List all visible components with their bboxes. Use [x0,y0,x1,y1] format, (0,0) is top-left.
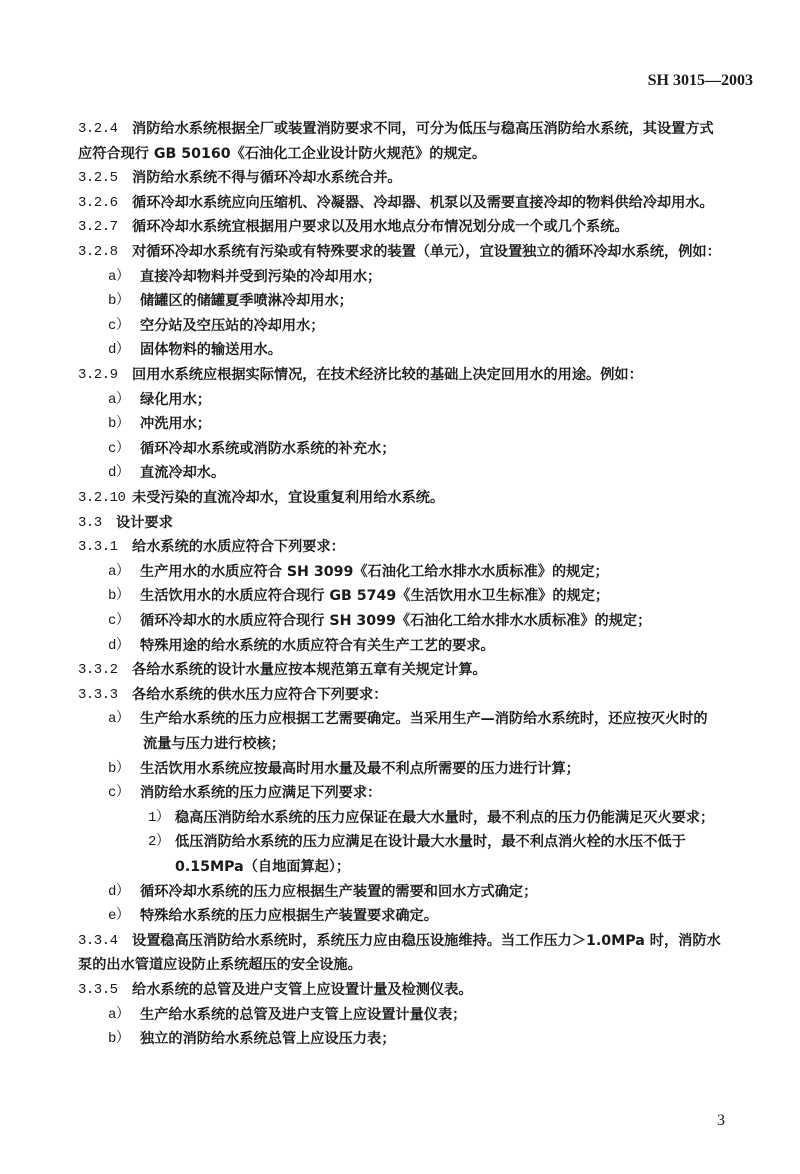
clause-paragraph [0,143,800,165]
clause-text: 循环冷却水的水质应符合现行 SH 3099《石油化工给水排水水质标准》的规定； [140,613,652,629]
clause-number: c） [108,613,130,629]
clause-text: 绿化用水； [140,391,211,408]
clause-number: b） [108,293,130,310]
clause-number: 3.3.2 [78,662,118,679]
clause-text: 给水系统的总管及进户支管上应设置计量及检测仪表。 [132,982,473,998]
clause-text: 消防给水系统的压力应满足下列要求： [140,785,382,802]
list-item [0,266,800,288]
clause-text: 给水系统的水质应符合下列要求： [132,539,345,556]
sub-list-item [0,831,800,853]
clause-number: 3.2.8 [78,244,118,260]
clause-number: a） [108,563,130,580]
clause-text: 应符合现行 GB 50160《石油化工企业设计防火规范》的规定。 [78,145,487,162]
clause-text: 直流冷却水。 [140,465,226,482]
clause-paragraph [0,118,800,140]
clause-number: c） [108,440,130,457]
clause-text: 回用水系统应根据实际情况，在技术经济比较的基础上决定回用水的用途。例如： [132,367,643,383]
clause-number: 3.3.5 [78,982,118,998]
clause-text: 循环冷却水系统的压力应根据生产装置的需要和回水方式确定； [140,883,538,900]
clause-number: 1） [148,809,170,826]
list-item [0,782,800,804]
list-item [0,733,800,755]
clause-paragraph [0,167,800,189]
clause-text: 特殊给水系统的压力应根据生产装置要求确定。 [140,908,438,925]
list-item [0,881,800,903]
clause-text: 消防给水系统不得与循环冷却水系统合并。 [132,170,402,187]
clause-text: 特殊用途的给水系统的水质应符合有关生产工艺的要求。 [140,637,495,654]
clause-number: d） [108,637,130,654]
clause-text: 循环冷却水系统或消防水系统的补充水； [140,440,396,457]
list-item [0,1028,800,1050]
list-item [0,561,800,583]
clause-paragraph [0,241,800,263]
clause-paragraph [0,930,800,952]
list-item [0,905,800,927]
list-item [0,413,800,435]
clause-text: 生活饮用水系统应按最高时用水量及最不利点所需要的压力进行计算； [140,760,580,777]
clause-number: d） [108,465,130,482]
clause-number: 3.3.4 [78,932,118,949]
clause-text: 各给水系统的设计水量应按本规范第五章有关规定计算。 [132,662,487,679]
clause-text: 生活饮用水的水质应符合现行 GB 5749《生活饮用水卫生标准》的规定； [140,588,610,605]
clause-text: 冲洗用水； [140,416,211,433]
clause-number: a） [108,268,130,285]
clause-paragraph [0,192,800,214]
clause-number: d） [108,883,130,900]
clause-number: 3.2.6 [78,194,118,211]
list-item [0,585,800,607]
clause-text: 0.15MPa（自地面算起）； [175,859,351,875]
clause-paragraph [0,856,800,878]
clause-text: 固体物料的输送用水。 [140,342,282,359]
clause-text: 储罐区的储罐夏季喷淋冷却用水； [140,293,353,310]
clause-number: 3.2.4 [78,121,118,137]
standard-code-header: SH 3015—2003 [647,72,753,89]
clause-text: 生产给水系统的压力应根据工艺需要确定。当采用生产—消防给水系统时，还应按灭火时的 [140,711,708,728]
clause-number: 3.2.10 [78,490,126,506]
clause-text: 流量与压力进行校核； [143,736,285,752]
list-item [0,339,800,361]
clause-text: 循环冷却水系统应向压缩机、冷凝器、冷却器、机泵以及需要直接冷却的物料供给冷却用水。 [132,194,714,211]
clause-number: b） [108,1031,130,1048]
clause-number: b） [108,760,130,777]
clause-paragraph [0,979,800,1001]
clause-paragraph [0,684,800,706]
clause-number: d） [108,342,130,359]
clause-text: 设置稳高压消防给水系统时，系统压力应由稳压设施维持。当工作压力＞1.0MPa 时，消防水 [132,932,721,949]
sub-list-item [0,807,800,829]
list-item [0,758,800,780]
list-item [0,610,800,632]
clause-text: 各给水系统的供水压力应符合下列要求： [132,686,388,703]
clause-text: 空分站及空压站的冷却用水； [140,317,325,334]
clause-text: 未受污染的直流冷却水，宜设重复利用给水系统。 [132,490,445,506]
clause-number: c） [108,785,130,802]
clause-number: 3.3 [78,514,102,531]
list-item [0,438,800,460]
clause-paragraph [0,954,800,976]
clause-number: e） [108,908,130,925]
clause-number: a） [108,1006,130,1023]
section-heading [0,512,800,534]
clause-number: a） [108,391,130,408]
clause-text: 独立的消防给水系统总管上应设压力表； [140,1031,396,1048]
list-item [0,290,800,312]
clause-text: 直接冷却物料并受到污染的冷却用水； [140,268,382,285]
clause-text: 对循环冷却水系统有污染或有特殊要求的装置（单元），宜设置独立的循环冷却水系统，例如： [132,244,721,260]
clause-number: 3.3.3 [78,686,118,703]
list-item [0,462,800,484]
clause-paragraph [0,659,800,681]
page-number: 3 [717,1112,725,1129]
list-item [0,708,800,730]
clause-paragraph [0,216,800,238]
clause-number: a） [108,711,130,728]
clause-text: 低压消防给水系统的压力应满足在设计最大水量时，最不利点消火栓的水压不低于 [175,834,686,851]
clause-number: 3.2.7 [78,219,118,236]
clause-text: 稳高压消防给水系统的压力应保证在最大水量时，最不利点的压力仍能满足灭火要求； [175,809,715,826]
clause-paragraph [0,487,800,509]
clause-number: 3.2.9 [78,367,118,383]
list-item [0,635,800,657]
clause-number: 3.2.5 [78,170,118,187]
list-item [0,315,800,337]
clause-paragraph [0,536,800,558]
clause-number: b） [108,416,130,433]
clause-text: 生产用水的水质应符合 SH 3099《石油化工给水排水水质标准》的规定； [140,563,609,580]
clause-number: b） [108,588,130,605]
clause-number: 3.3.1 [78,539,118,556]
clause-text: 泵的出水管道应设防止系统超压的安全设施。 [78,957,362,974]
clause-paragraph [0,364,800,386]
clause-text: 循环冷却水系统宜根据用户要求以及用水地点分布情况划分成一个或几个系统。 [132,219,629,236]
clause-number: c） [108,317,130,334]
clause-number: 2） [148,834,170,851]
list-item [0,1004,800,1026]
clause-text: 生产给水系统的总管及进户支管上应设置计量仪表； [140,1006,467,1023]
clause-text: 设计要求 [116,514,173,531]
list-item [0,389,800,411]
clause-text: 消防给水系统根据全厂或装置消防要求不同，可分为低压与稳高压消防给水系统，其设置方式 [132,121,714,137]
